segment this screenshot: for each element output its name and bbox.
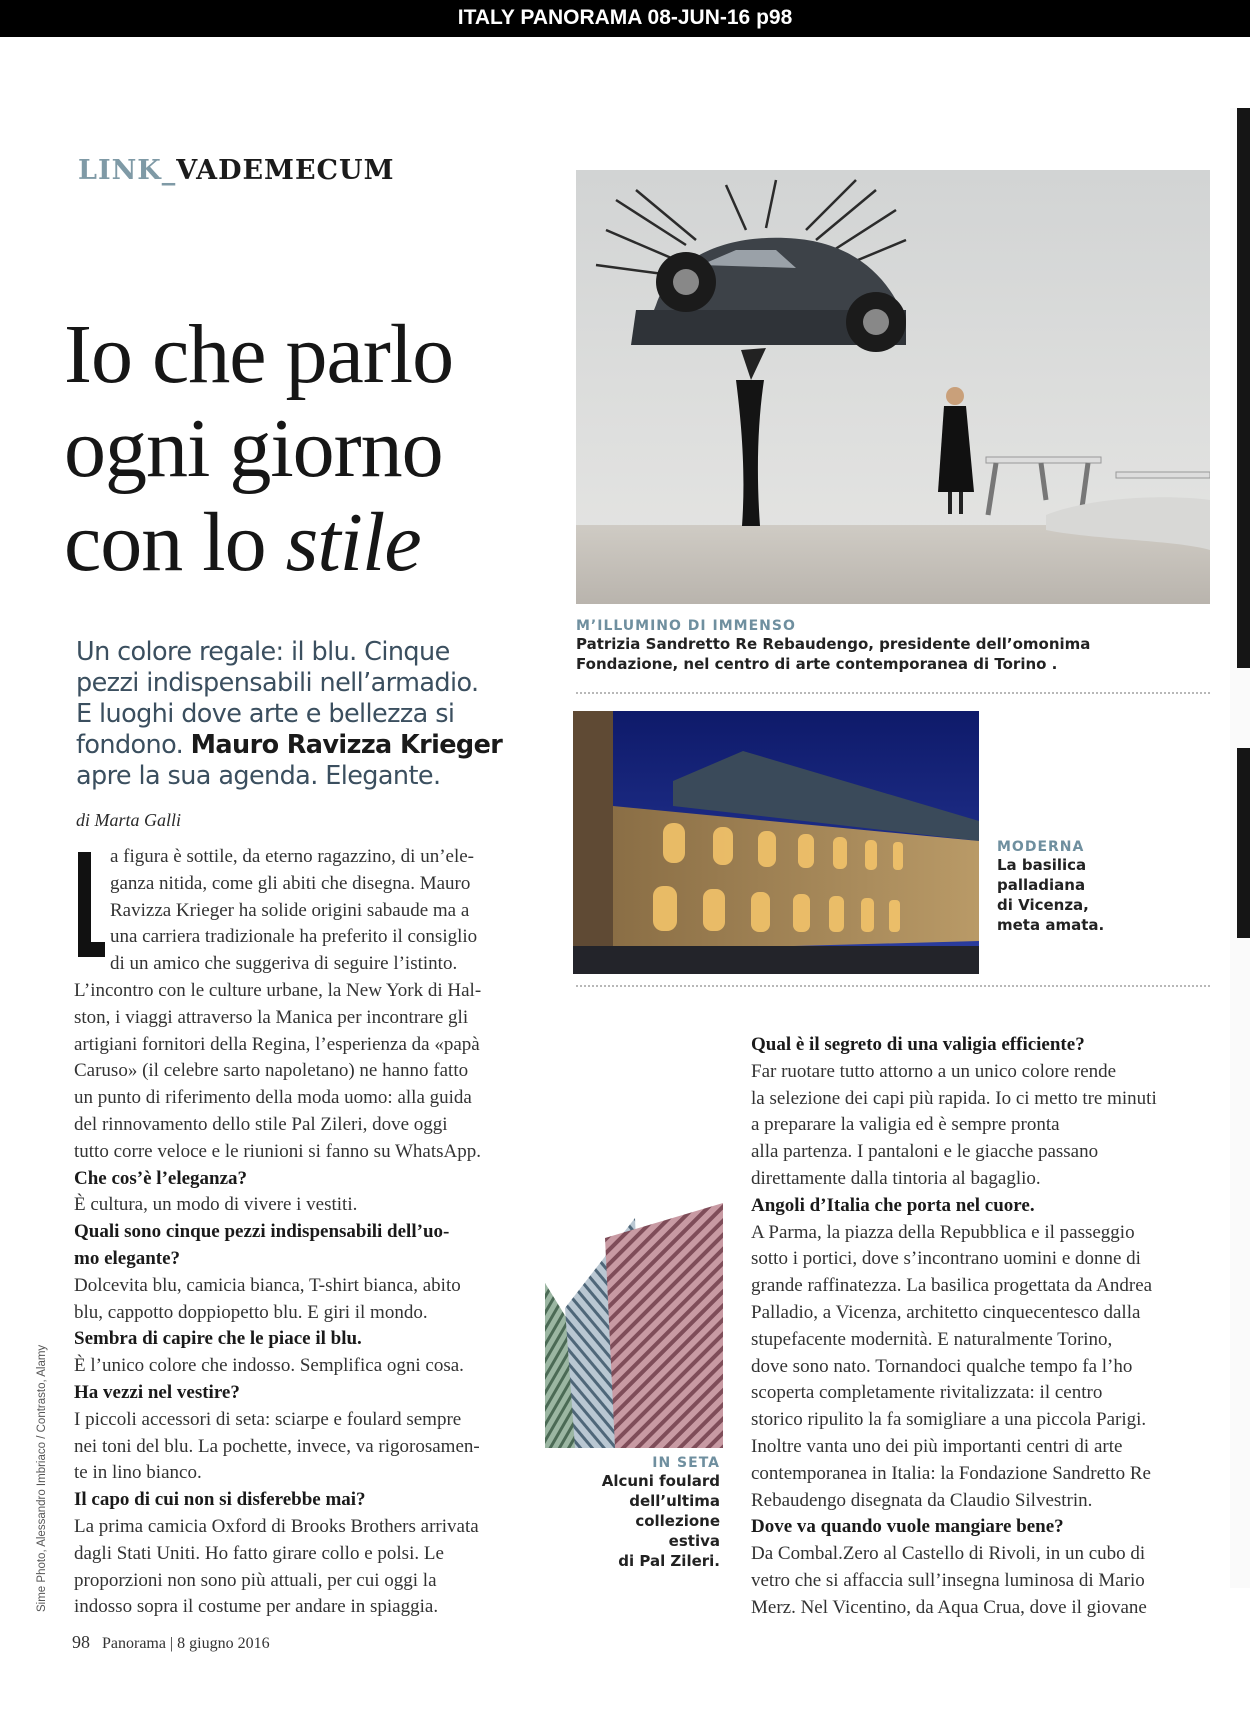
- body-text-line: una carriera tradizionale ha preferito il consiglio: [110, 926, 478, 948]
- body-text-line: tutto corre veloce e le riunioni si fanno su WhatsApp.: [74, 1140, 481, 1162]
- page-header-banner: ITALY PANORAMA 08-JUN-16 p98: [0, 0, 1250, 37]
- interview-question: mo elegante?: [74, 1247, 181, 1269]
- photo3-caption-label: IN SETA: [652, 1455, 720, 1471]
- deck-line: [76, 730, 556, 761]
- body-text-line: artigiani fornitori della Regina, l’esperienza da «papà: [74, 1033, 480, 1055]
- photo2-caption-line: di Vicenza,: [997, 896, 1089, 914]
- body-text-line: stupefacente modernità. E naturalmente Torino,: [751, 1328, 1113, 1350]
- body-text-line: scoperta completamente rivitalizzata: il centro: [751, 1382, 1103, 1404]
- photo3-caption-line: collezione: [635, 1512, 720, 1530]
- body-text-line: Palladio, a Vicenza, architetto cinquecentesco dalla: [751, 1301, 1141, 1323]
- body-text-line: blu, cappotto doppiopetto blu. E giri il mondo.: [74, 1301, 428, 1323]
- article-headline: [64, 308, 584, 590]
- body-text-line: te in lino bianco.: [74, 1462, 202, 1484]
- headline-emphasis: stile: [285, 496, 421, 589]
- body-text-line: Inoltre vanta uno dei più importanti centri di arte: [751, 1435, 1123, 1457]
- headline-line-1: Io che parlo: [64, 308, 454, 401]
- headline-line-2: ogni giorno: [64, 402, 443, 495]
- deck-line: pezzi indispensabili nell’armadio.: [76, 668, 479, 698]
- body-text-line: I piccoli accessori di seta: sciarpe e foulard sempre: [74, 1408, 462, 1430]
- body-text-line: un punto di riferimento della moda uomo: alla guida: [74, 1087, 472, 1109]
- publication-info: Panorama | 8 giugno 2016: [102, 1635, 270, 1652]
- body-text-line: È cultura, un modo di vivere i vestiti.: [74, 1194, 358, 1216]
- body-text-line: A Parma, la piazza della Repubblica e il passeggio: [751, 1221, 1135, 1243]
- photo-silk-foulards: [545, 1198, 725, 1448]
- body-text-line: indosso sopra il costume per andare in spiaggia.: [74, 1596, 439, 1618]
- photo3-caption-line: Alcuni foulard: [601, 1472, 720, 1490]
- deck-line: E luoghi dove arte e bellezza si: [76, 699, 455, 729]
- photo-credit: Sime Photo, Alessandro Imbriaco / Contrasto, Alamy: [36, 1344, 48, 1612]
- deck-line: apre la sua agenda. Elegante.: [76, 761, 441, 791]
- body-text-line: dagli Stati Uniti. Ho fatto girare collo e polsi. Le: [74, 1542, 444, 1564]
- body-text-line: proporzioni non sono più attuali, per cui oggi la: [74, 1569, 437, 1591]
- article-deck: [76, 637, 556, 792]
- section-label: [78, 155, 394, 186]
- interview-question: Il capo di cui non si disferebbe mai?: [74, 1489, 366, 1511]
- body-text-line: Dolcevita blu, camicia bianca, T-shirt bianca, abito: [74, 1274, 461, 1296]
- photo-basilica-palladiana: [573, 711, 979, 974]
- photo2-caption-label: MODERNA: [997, 839, 1085, 855]
- photo-fondazione-sandretto: [576, 170, 1210, 604]
- body-text-line: L’incontro con le culture urbane, la New York di Hal-: [74, 979, 482, 1001]
- body-text-line: Da Combal.Zero al Castello di Rivoli, in un cubo di: [751, 1543, 1146, 1565]
- body-text-line: grande raffinatezza. La basilica progettata da Andrea: [751, 1275, 1153, 1297]
- photo3-caption-line: di Pal Zileri.: [618, 1552, 720, 1570]
- body-text-line: ston, i viaggi attraverso la Manica per incontrare gli: [74, 1006, 469, 1028]
- adjacent-page-edge: [1230, 108, 1250, 1588]
- body-text-line: a preparare la valigia ed è sempre pronta: [751, 1114, 1060, 1136]
- body-text-line: La prima camicia Oxford di Brooks Brothers arrivata: [74, 1515, 479, 1537]
- photo2-caption-line: palladiana: [997, 876, 1086, 894]
- interview-question: Qual è il segreto di una valigia efficiente?: [751, 1034, 1085, 1055]
- interviewee-name: Mauro Ravizza Krieger: [190, 730, 503, 760]
- photo2-caption-line: meta amata.: [997, 916, 1105, 934]
- divider: [576, 985, 1210, 987]
- body-text-line: nei toni del blu. La pochette, invece, va rigorosamen-: [74, 1435, 480, 1457]
- interview-question: Quali sono cinque pezzi indispensabili dell’uo-: [74, 1221, 450, 1243]
- body-text-line: di un amico che suggeriva di seguire l’istinto.: [110, 953, 458, 975]
- section-name: VADEMECUM: [176, 155, 395, 186]
- body-text-line: a figura è sottile, da eterno ragazzino, di un’ele-: [110, 846, 474, 867]
- photo1-caption-line: Patrizia Sandretto Re Rebaudengo, presidente dell’omonima: [576, 635, 1091, 653]
- body-text-line: sotto i portici, dove s’incontrano uomini e donne di: [751, 1248, 1141, 1270]
- photo2-caption-line: La basilica: [997, 856, 1087, 874]
- page-footer: [72, 1632, 270, 1653]
- interview-question: Angoli d’Italia che porta nel cuore.: [751, 1194, 1035, 1216]
- body-text-line: Ravizza Krieger ha solide origini sabaude ma a: [110, 899, 470, 921]
- interview-question: Sembra di capire che le piace il blu.: [74, 1328, 362, 1350]
- deck-line: Un colore regale: il blu. Cinque: [76, 637, 450, 667]
- body-text-line: dove sono nato. Tornandoci qualche tempo fa l’ho: [751, 1355, 1133, 1377]
- photo3-caption-line: estiva: [668, 1532, 720, 1550]
- divider: [576, 692, 1210, 694]
- photo2-caption: [997, 839, 1104, 935]
- interview-question: Dove va quando vuole mangiare bene?: [751, 1516, 1064, 1538]
- article-column-1: [74, 844, 532, 1621]
- body-text-line: del rinnovamento dello stile Pal Zileri, dove oggi: [74, 1113, 448, 1135]
- deck-line-4-prefix: fondono.: [76, 730, 191, 760]
- page-number: 98: [72, 1632, 90, 1652]
- headline-line-3: [64, 496, 584, 590]
- photo1-caption: [576, 618, 1090, 674]
- headline-line-3-prefix: con lo: [64, 496, 286, 589]
- article-column-2: [751, 1032, 1211, 1622]
- section-prefix: LINK_: [78, 155, 177, 186]
- body-text-line: alla partenza. I pantaloni e le giacche passano: [751, 1141, 1099, 1163]
- byline: di Marta Galli: [76, 810, 182, 830]
- body-text-line: È l’unico colore che indosso. Semplifica ogni cosa.: [74, 1355, 464, 1377]
- photo1-caption-label: M’ILLUMINO DI IMMENSO: [576, 618, 796, 634]
- body-text-line: Caruso» (il celebre sarto napoletano) ne hanno fatto: [74, 1060, 469, 1082]
- body-text-line: la selezione dei capi più rapida. Io ci metto tre minuti: [751, 1087, 1157, 1109]
- body-text-line: contemporanea in Italia: la Fondazione Sandretto Re: [751, 1462, 1151, 1484]
- body-text-line: Merz. Nel Vicentino, da Aqua Crua, dove il giovane: [751, 1596, 1147, 1618]
- body-text-line: vetro che si affaccia sull’insegna luminosa di Mario: [751, 1569, 1145, 1591]
- body-text-line: ganza nitida, come gli abiti che disegna. Mauro: [110, 872, 471, 894]
- photo3-caption: [560, 1455, 720, 1571]
- body-text-line: direttamente dalla tintoria al bagaglio.: [751, 1167, 1041, 1189]
- interview-question: Che cos’è l’eleganza?: [74, 1167, 248, 1189]
- body-text-line: Rebaudengo disegnata da Claudio Silvestrin.: [751, 1489, 1093, 1511]
- photo3-caption-line: dell’ultima: [629, 1492, 720, 1510]
- interview-question: Ha vezzi nel vestire?: [74, 1381, 240, 1403]
- photo1-caption-line: Fondazione, nel centro di arte contemporanea di Torino .: [576, 655, 1058, 673]
- body-text-line: storico ripulito la fa somigliare a una piccola Parigi.: [751, 1409, 1147, 1431]
- body-text-line: Far ruotare tutto attorno a un unico colore rende: [751, 1060, 1117, 1082]
